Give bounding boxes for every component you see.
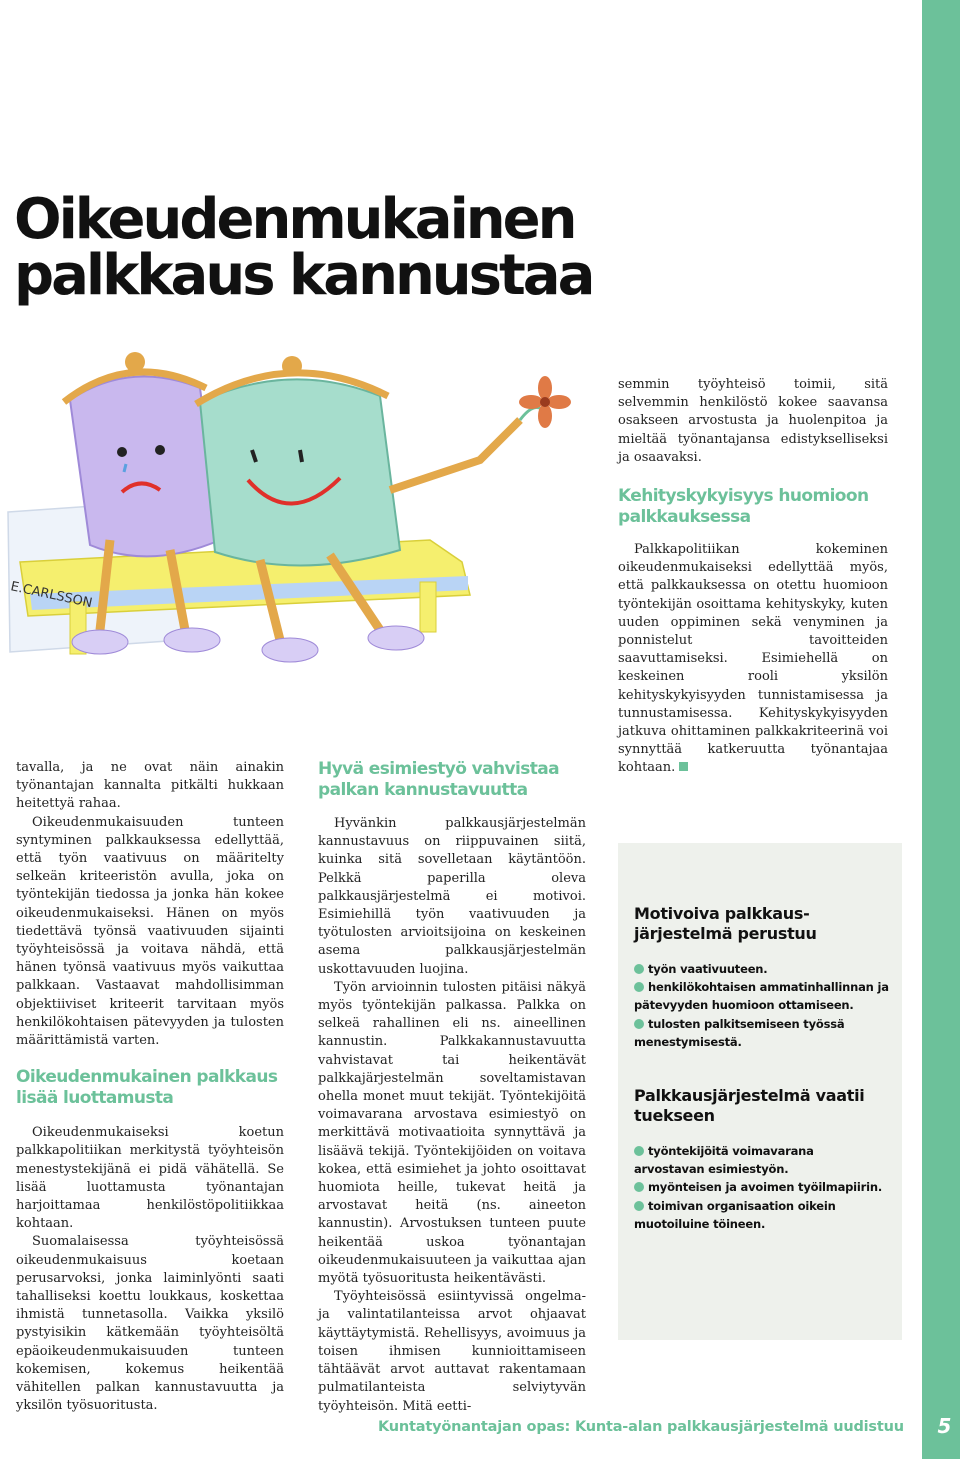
sidebar-title-1 [634, 904, 817, 944]
page-title [14, 187, 593, 308]
bullet-icon [634, 1182, 644, 1192]
list-item-text: työntekijöitä voimavarana [648, 1144, 814, 1158]
list-item-text-cont: muotoiluine töineen. [634, 1216, 766, 1231]
sidebar-title-2-line-1: Palkkausjärjestelmä vaatii [634, 1086, 865, 1105]
bullet-icon [634, 982, 644, 992]
end-mark-icon [679, 762, 688, 771]
title-line-2: palkkaus kannustaa [14, 243, 593, 308]
list-item-text: tulosten palkitsemiseen työssä [648, 1016, 845, 1031]
tear [124, 464, 126, 472]
sidebar-title-2 [634, 1086, 864, 1126]
col2 [318, 759, 586, 1416]
col1 [16, 759, 284, 1416]
wallet-characters-illustration [0, 340, 600, 740]
col1-p1: tavalla, ja ne ovat näin ainakin työnantajan kannalta pitkälti hukkaan heitettyä rahaa. [16, 760, 284, 812]
arm [390, 420, 520, 490]
eye [155, 445, 165, 455]
title-line-1: Oikeudenmukainen [14, 187, 575, 252]
sidebar-title-2-line-2: tuekseen [634, 1106, 715, 1125]
col2-heading-line-1: Hyvä esimiestyö vahvistaa [318, 759, 560, 779]
shoe [368, 626, 424, 650]
footer-title: Kuntatyönantajan opas: Kunta-alan palkkausjärjestelmä uudistuu [378, 1419, 904, 1435]
bullet-icon [634, 1146, 644, 1156]
shoe [72, 630, 128, 654]
col2-p1: Hyvänkin palkkausjärjestelmän kannustavuus on riippuvainen siitä, kuinka sitä sovelletaan käytäntöön. Pelkkä paperilla oleva palkkausjärjestelmä ei motivoi. Esimiehillä työn vaativuuden ja työtulosten arvioitsijoina on keskeinen asema palkkausjärjestelmän uskottavuuden luojina. [318, 816, 586, 977]
sidebar-list-item [634, 1142, 890, 1178]
eye [300, 450, 302, 462]
col3-intro [618, 376, 888, 467]
col1-heading-line-2: lisää luottamusta [16, 1088, 174, 1109]
list-item-text: työn vaativuuteen. [648, 962, 768, 976]
sidebar-box [618, 843, 902, 1340]
col1-heading-line-1: Oikeudenmukainen palkkaus [16, 1067, 278, 1088]
col2-heading [318, 759, 586, 801]
col1-p4: Suomalaisessa työyhteisössä oikeudenmukaisuus koetaan perusarvoksi, jonka laiminlyönti saati tahalliseksi koettu loukkaus, koskettaa ihmistä tunnetasolla. Vaikka yksilö pystyisikin kätkemään työyhteisöltä epäoikeudenmukaisuuden tunteen kokemisen, kokemus heikentää vähitellen palkan kannustavuutta ja yksilön työsuoritusta. [16, 1234, 284, 1414]
sidebar-list-2 [634, 1142, 890, 1233]
clasp-knob [282, 356, 302, 376]
sidebar-list-item [634, 960, 890, 978]
list-item-text: myönteisen ja avoimen työilmapiirin. [648, 1180, 883, 1195]
clasp-knob [125, 352, 145, 372]
col3-heading-line-2: palkkauksessa [618, 507, 751, 527]
col3-paragraph-text: Palkkapolitiikan kokeminen oikeudenmukaiseksi edellyttää myös, että palkkauksessa on otettu huomioon työntekijän osoittama kehityskyky, kuten uuden oppiminen sekä venyminen ja ponnistelut tavoitteiden saavuttamiseksi. Esimiehellä on keskeinen rooli yksilön kehityskykyisyyden tunnistamisessa ja tunnustamisessa. Kehityskykyisyyden jatkuva ohittaminen palkkakriteerinä voi synnyttää katkeruutta työnantajaa kohtaan. [618, 542, 888, 776]
sidebar-list-item [634, 1178, 890, 1196]
col2-p3: Työyhteisössä esiintyvissä ongelma- ja valintatilanteissa arvot ohjaavat käyttäytymistä. Rehellisyys, avoimuus ja toisen ihmisen kunnioittamiseen tähtäävät arvot auttavat rakentamaan pulmatilanteista selviytyvän työyhteisön. Mitä eetti- [318, 1289, 586, 1414]
bench-leg [420, 582, 436, 632]
page-edge-bar [922, 0, 960, 1459]
bullet-icon [634, 1201, 644, 1211]
page-number: 5 [937, 1414, 952, 1438]
col1-heading [16, 1067, 284, 1109]
sidebar-list-item [634, 978, 890, 1014]
list-item-text: henkilökohtaisen ammatinhallinnan ja [648, 980, 889, 995]
list-item-text-cont: arvostavan esimiestyön. [634, 1162, 789, 1177]
flower-icon [519, 376, 571, 428]
col3-heading [618, 486, 908, 528]
artist-signature: E.CARLSSON [9, 579, 94, 612]
col3-heading-line-1: Kehityskykyisyys huomioon [618, 486, 869, 506]
sidebar-title-1-line-2: järjestelmä perustuu [634, 924, 817, 943]
col3-intro-text: semmin työyhteisö toimii, sitä selvemmin henkilöstö kokee saavansa osakseen arvostusta ja huolenpitoa ja mieltää työnantajansa edistykselliseksi ja osaavaksi. [618, 377, 888, 465]
bullet-icon [634, 1019, 644, 1029]
col1-p3: Oikeudenmukaiseksi koetun palkkapolitiikan merkitystä työyhteisön menestystekijänä ei pidä vähätellä. Se lisää luottamusta työnantajan harjoittamaa henkilöstöpolitiikkaa kohtaan. [16, 1125, 284, 1232]
sidebar-list-item [634, 1015, 890, 1051]
sidebar-title-1-line-1: Motivoiva palkkaus- [634, 904, 810, 923]
bullet-icon [634, 964, 644, 974]
sidebar-list-item [634, 1197, 890, 1233]
col3-paragraph [618, 541, 888, 778]
shoe [262, 638, 318, 662]
eye [117, 447, 127, 457]
list-item-text: toimivan organisaation oikein [648, 1198, 836, 1213]
list-item-text-cont: menestymisestä. [634, 1034, 742, 1049]
col2-heading-line-2: palkan kannustavuutta [318, 780, 528, 800]
shoe [164, 628, 220, 652]
list-item-text-cont: pätevyyden huomioon ottamiseen. [634, 998, 854, 1013]
col1-p2: Oikeudenmukaisuuden tunteen syntyminen palkkauksessa edellyttää, että työn vaativuus on määritelty selkeän kriteeristön avulla, joka on työntekijän tiedossa ja jonka hän kokee oikeudenmukaiseksi. Hänen on myös tiedettävä työnsä vaativuuden sijainti työyhteisössä ja voitava nähdä, että hänen työnsä vaativuus myös vaikuttaa palkkaan. Vastaavat mahdollisimman objektiiviset kriteerit tarvitaan myös henkilökohtaisen pätevyyden ja tulosten määrittämistä varten. [16, 814, 284, 1049]
mint-wallet-body [200, 379, 400, 565]
col2-p2: Työn arvioinnin tulosten pitäisi näkyä myös työntekijän palkassa. Palkka on selkeä rahallinen eli ns. aineellinen kannustin. Palkkakannustavuutta vahvistavat tai heikentävät palkkajärjestelmän soveltamistavan ohella monet muut tekijät. Työntekijöitä voimavarana arvostava esimiestyö on merkittävä motivaatioita synnyttävä ja lisäävä tekijä. Työntekijöiden on voitava kokea, että esimiehet ja johto osoittavat huomiota heille, tukevat heitä ja arvostavat heitä (ns. aineeton kannustin). Arvostuksen tunteen puute heikentää uskoa työnantajan oikeudenmukaisuuteen ja vaikuttaa ajan myötä työsuoritusta heikentävästi. [318, 979, 586, 1287]
sidebar-list-1 [634, 960, 890, 1051]
